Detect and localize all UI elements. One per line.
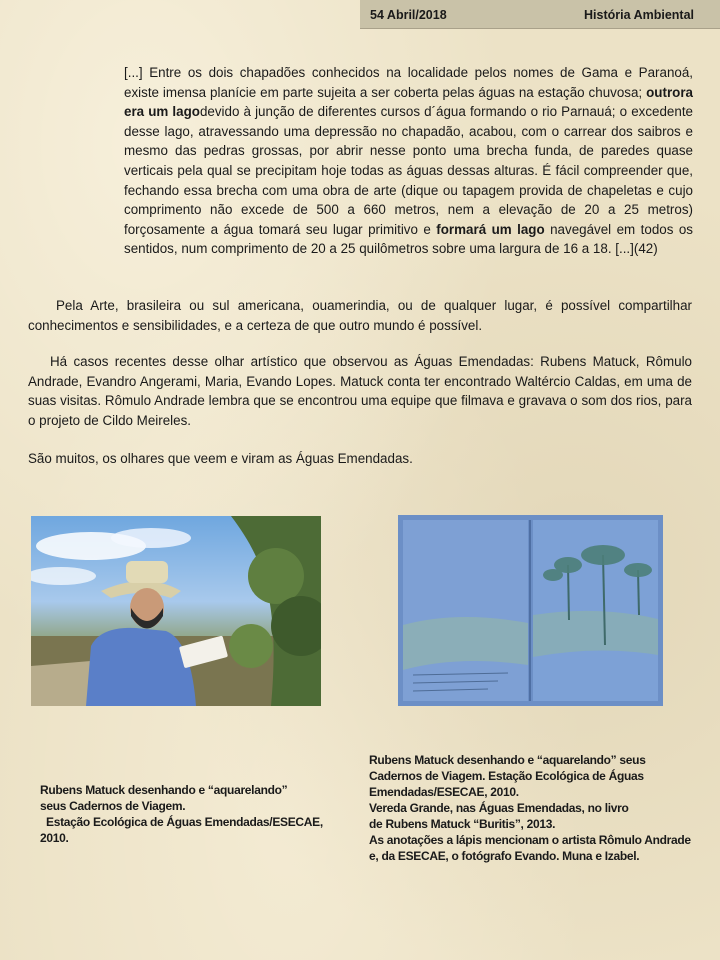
caption-left-line: seus Cadernos de Viagem.	[40, 799, 186, 813]
caption-left	[40, 782, 350, 846]
paragraph-views: São muitos, os olhares que veem e viram as Águas Emendadas.	[28, 451, 413, 466]
photo-matuck-illustration	[31, 516, 321, 706]
paragraph-art: Pela Arte, brasileira ou sul americana, ouamerindia, ou de qualquer lugar, é possível compartilhar conhecimentos e sensibilidades, e a certeza de que outro mundo é possível.	[28, 298, 692, 333]
caption-left-line: Rubens Matuck desenhando e “aquarelando”	[40, 783, 288, 797]
issue-label: 54 Abril/2018	[370, 8, 447, 22]
caption-left-line: 2010.	[40, 831, 69, 845]
caption-right	[369, 752, 720, 864]
page-header	[360, 0, 720, 29]
paragraph-artists: Há casos recentes desse olhar artístico que observou as Águas Emendadas: Rubens Matuck, Rômulo Andrade, Evandro Angerami, Maria, Evando Lopes. Matuck conta ter encontrado Waltércio Caldas, em uma de suas visitas. Rômulo Andrade lembra que se encontrou uma equipe que filmava e gravava o som dos rios, para o projeto de Cildo Meireles.	[28, 354, 692, 428]
watercolor-illustration	[398, 515, 663, 706]
caption-right-line: e, da ESECAE, o fotógrafo Evando. Muna e Izabel.	[369, 849, 640, 863]
quote-bold-1: outrora era um lago	[124, 84, 693, 120]
photo-matuck-drawing	[31, 516, 321, 706]
caption-left-line: Estação Ecológica de Águas Emendadas/ESECAE,	[46, 815, 323, 829]
caption-right-line: Cadernos de Viagem. Estação Ecológica de Águas	[369, 769, 644, 783]
photo-watercolor-notebook	[398, 515, 663, 706]
quote-text-3: navegável em todos os sentidos, num comprimento de 20 a 25 quilômetros sobre uma largura de 16 a 18. [...](42)	[124, 221, 693, 257]
caption-right-line: Rubens Matuck desenhando e “aquarelando” seus	[369, 753, 646, 767]
quote-bold-2: formará um lago	[436, 221, 545, 237]
block-quote	[124, 63, 693, 259]
quote-text-1: [...] Entre os dois chapadões conhecidos na localidade pelos nomes de Gama e Paranoá, existe imensa planície em parte sujeita a ser coberta pelas águas na estação chuvosa;	[124, 65, 693, 100]
quote-text-2: devido à junção de diferentes cursos d´água formando o rio Parnauá; o excedente desse lago, atravessando uma depressão no chapadão, acabou, com o carrear dos saibros e mesmo das pedras grossas, por abrir nesse ponto uma brecha funda, de paredes quase verticais pela qual se precipitam hoje todas as águas dessas alturas. É fácil compreender que, fechando essa brecha com uma obra de arte (dique ou tapagem provida de chapeletas e cujo comprimento não excede de 500 a 660 metros, nem a elevação de 20 a 25 metros) forçosamente a água tomará seu lugar primitivo e	[124, 104, 693, 237]
caption-right-line: As anotações a lápis mencionam o artista Rômulo Andrade	[369, 833, 691, 847]
caption-right-line: de Rubens Matuck “Buritis”, 2013.	[369, 817, 556, 831]
caption-right-line: Vereda Grande, nas Águas Emendadas, no livro	[369, 801, 629, 815]
section-title: História Ambiental	[584, 8, 694, 22]
caption-right-line: Emendadas/ESECAE, 2010.	[369, 785, 519, 799]
